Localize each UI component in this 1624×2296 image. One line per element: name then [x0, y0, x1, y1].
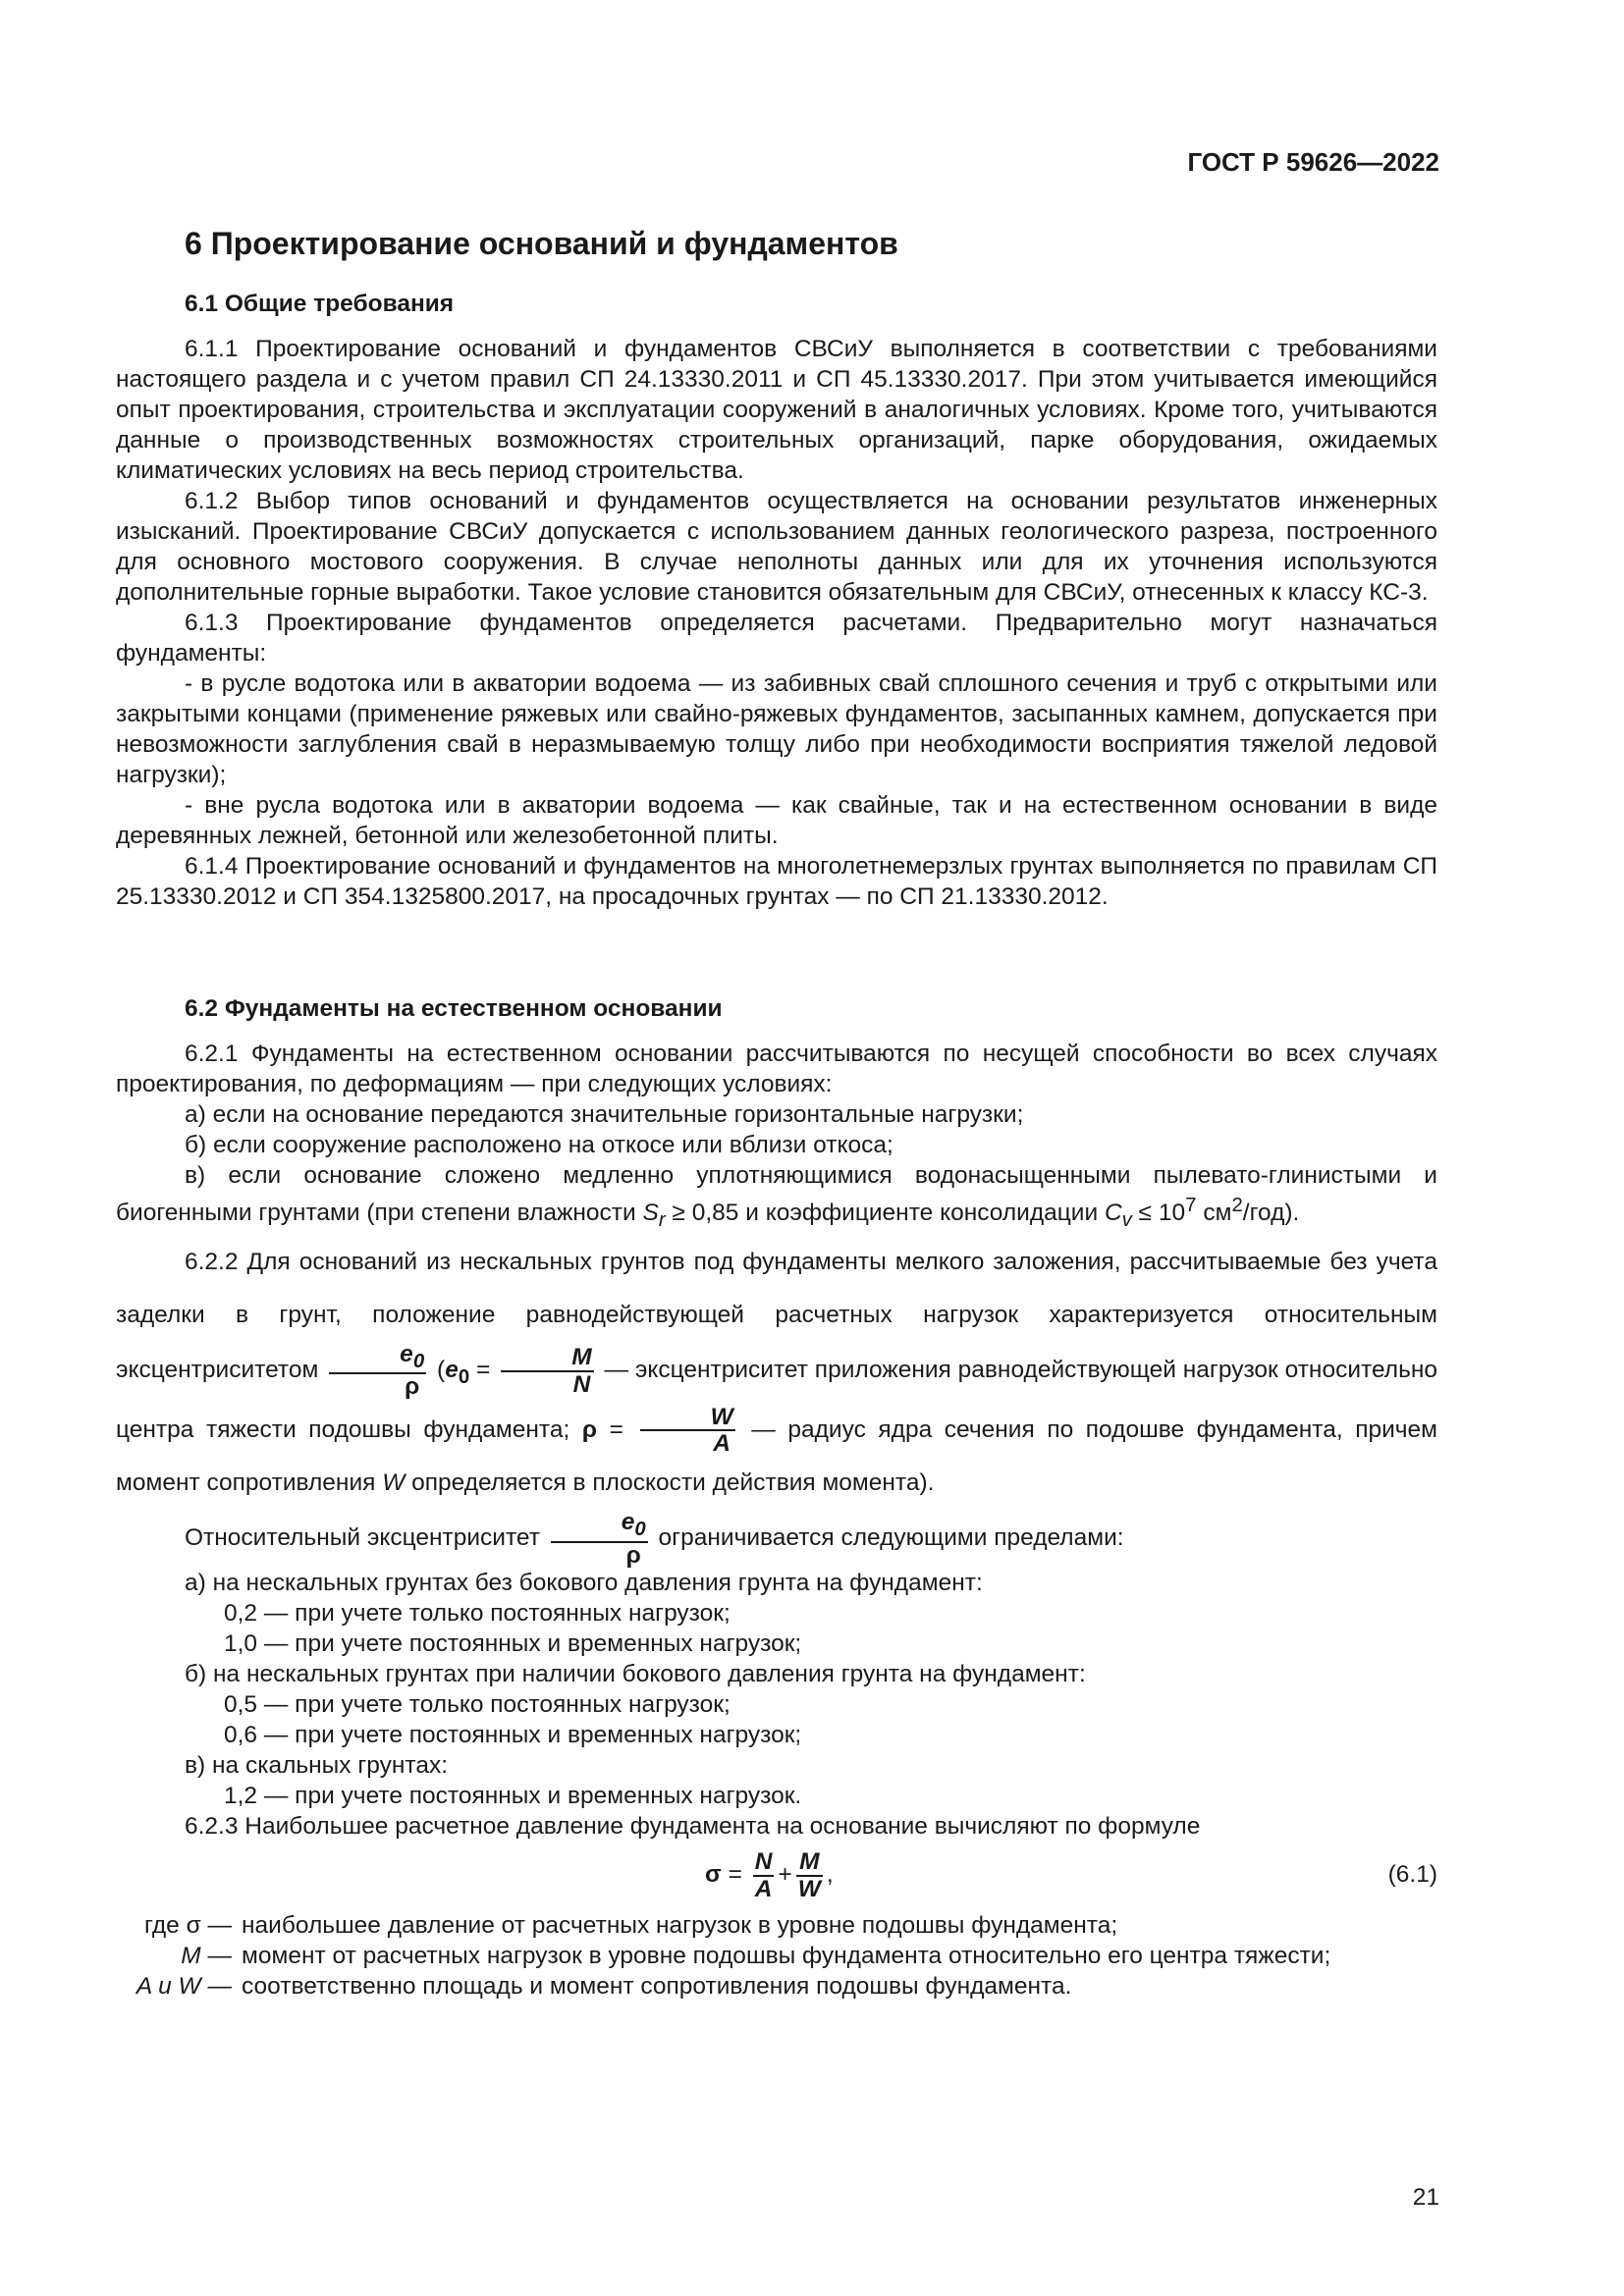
paragraph-6-1-4: 6.1.4 Проектирование оснований и фундаментов на многолетнемерзлых грунтах выполняется по правилам СП 25.13330.2012 и СП 354.1325800.2017, на просадочных грунтах — по СП 21.13330.2012.: [116, 853, 1437, 910]
legend-row: [116, 1971, 1437, 2002]
fraction-m-over-w: $\frac{M}{W}$: [797, 1848, 821, 1902]
fraction-e0-over-rho: $\frac{e_0}{\rho}$: [329, 1342, 426, 1400]
limit-a-2: 1,0 — при учете постоянных и временных нагрузок;: [224, 1630, 802, 1658]
fraction-w-over-a: $\frac{W}{A}$: [640, 1405, 735, 1457]
legend-symbol: M —: [181, 1943, 232, 1970]
formula-6-1: [116, 1842, 1437, 1910]
paragraph-relative-eccentricity: Относительный эксцентриситет $\frac{e_0}{\rho}$ ограничивается следующими пределами:: [185, 1509, 1124, 1569]
list-item-b: б) если сооружение расположено на откосе или вблизи откоса;: [185, 1132, 893, 1158]
paragraph-6-1-3-item-2: - вне русла водотока или в акватории водоема — как свайные, так и на естественном основании в виде деревянных лежней, бетонной или железобетонной плиты.: [116, 792, 1437, 849]
legend-symbol: A и W —: [135, 1973, 232, 2001]
paragraph-6-1-1: 6.1.1 Проектирование оснований и фундаментов СВСиУ выполняется в соответствии с требованиями настоящего раздела и с учетом правил СП 24.13330.2011 и СП 45.13330.2017. При этом учитывается имеющийся опыт проектирования, строительства и эксплуатации сооружений в аналогичных условиях. Кроме того, учитываются данные о производственных возможностях строительных организаций, парке оборудования, ожидаемых климатических условиях на весь период строительства.: [116, 336, 1437, 484]
fraction-e0-over-rho-2: $\frac{e_0}{\rho}$: [551, 1510, 648, 1568]
limit-a: а) на нескальных грунтах без бокового давления грунта на фундамент:: [185, 1570, 983, 1597]
section-6-1-body: [116, 334, 1437, 912]
limit-c-1: 1,2 — при учете постоянных и временных нагрузок.: [224, 1783, 802, 1810]
paragraph-6-1-3-item-1: - в русле водотока или в акватории водоема — из забивных свай сплошного сечения и труб с открытыми или закрытыми концами (применение ряжевых или свайно-ряжевых фундаментов, засыпанных камнем, допускается при невозможности заглубления свай в неразмываемую толщу либо при необходимости восприятия тяжелой ледовой нагрузки);: [116, 670, 1437, 788]
subsection-title-6-2: 6.2 Фундаменты на естественном основании: [185, 995, 723, 1022]
limit-c: в) на скальных грунтах:: [185, 1752, 449, 1780]
subsection-title-6-1: 6.1 Общие требования: [185, 291, 455, 317]
limit-a-1: 0,2 — при учете только постоянных нагрузок;: [224, 1600, 731, 1628]
list-item-a: а) если на основание передаются значительные горизонтальные нагрузки;: [185, 1101, 1024, 1128]
legend-symbol: где σ —: [144, 1912, 232, 1940]
paragraph-6-1-3: 6.1.3 Проектирование фундаментов определяется расчетами. Предварительно могут назначаться фундаменты:: [116, 610, 1437, 667]
legend-row: [116, 1941, 1437, 1971]
page-number: 21: [1412, 2184, 1439, 2211]
legend-text: момент от расчетных нагрузок в уровне подошвы фундамента относительно его центра тяжести;: [242, 1943, 1331, 1970]
list-item-c: в) если основание сложено медленно уплотняющимися водонасыщенными пылевато-глинистыми и биогенными грунтами (при степени влажности $S_r \ge 0,85$ и коэффициенте консолидации $C_v \le 10^7$ $см^2/год$).: [116, 1162, 1437, 1232]
limit-b-2: 0,6 — при учете постоянных и временных нагрузок;: [224, 1722, 802, 1749]
where-legend: [116, 1910, 1437, 2002]
paragraph-6-2-3: 6.2.3 Наибольшее расчетное давление фундамента на основание вычисляют по формуле: [185, 1813, 1201, 1841]
limit-b: б) на нескальных грунтах при наличии бокового давления грунта на фундамент:: [185, 1661, 1086, 1688]
section-title: 6 Проектирование оснований и фундаментов: [185, 226, 898, 261]
legend-text: наибольшее давление от расчетных нагрузок в уровне подошвы фундамента;: [242, 1912, 1118, 1940]
document-code: ГОСТ Р 59626—2022: [1187, 147, 1439, 177]
section-6-2-body: [116, 1039, 1437, 2002]
fraction-n-over-a: $\frac{N}{A}$: [754, 1848, 773, 1902]
formula-expression: σ = $\frac{N}{A}$ + $\frac{M}{W}$ ,: [705, 1848, 834, 1902]
formula-number: (6.1): [1387, 1861, 1437, 1889]
legend-row: [116, 1910, 1437, 1941]
paragraph-6-1-2: 6.1.2 Выбор типов оснований и фундаментов осуществляется на основании результатов инженерных изысканий. Проектирование СВСиУ допускается с использованием данных геологического разреза, построенного для основного мостового сооружения. В случае неполноты данных или для их уточнения используются дополнительные горные выработки. Такое условие становится обязательным для СВСиУ, отнесенных к классу КС-3.: [116, 488, 1437, 606]
fraction-m-over-n: $\frac{M}{N}$: [501, 1345, 593, 1397]
paragraph-6-2-1: 6.2.1 Фундаменты на естественном основании рассчитываются по несущей способности во всех случаях проектирования, по деформациям — при следующих условиях:: [116, 1041, 1437, 1097]
legend-text: соответственно площадь и момент сопротивления подошвы фундамента.: [242, 1973, 1072, 2001]
paragraph-6-2-2: 6.2.2 Для оснований из нескальных грунтов под фундаменты мелкого заложения, рассчитываемые без учета заделки в грунт, положение равнодействующей расчетных нагрузок характеризуется относительным эксцентриситетом $\frac{e_0}{\rho}$ ($e_0$ = $\frac{M}{N}$ — эксцентриситет приложения равнодействующей нагрузок относительно центра тяжести подошвы фундамента; ρ = $\frac{W}{A}$ — радиус ядра сечения по подошве фундамента, причем момент сопротивления W определяется в плоскости действия момента).: [116, 1249, 1438, 1497]
limit-b-1: 0,5 — при учете только постоянных нагрузок;: [224, 1691, 731, 1719]
